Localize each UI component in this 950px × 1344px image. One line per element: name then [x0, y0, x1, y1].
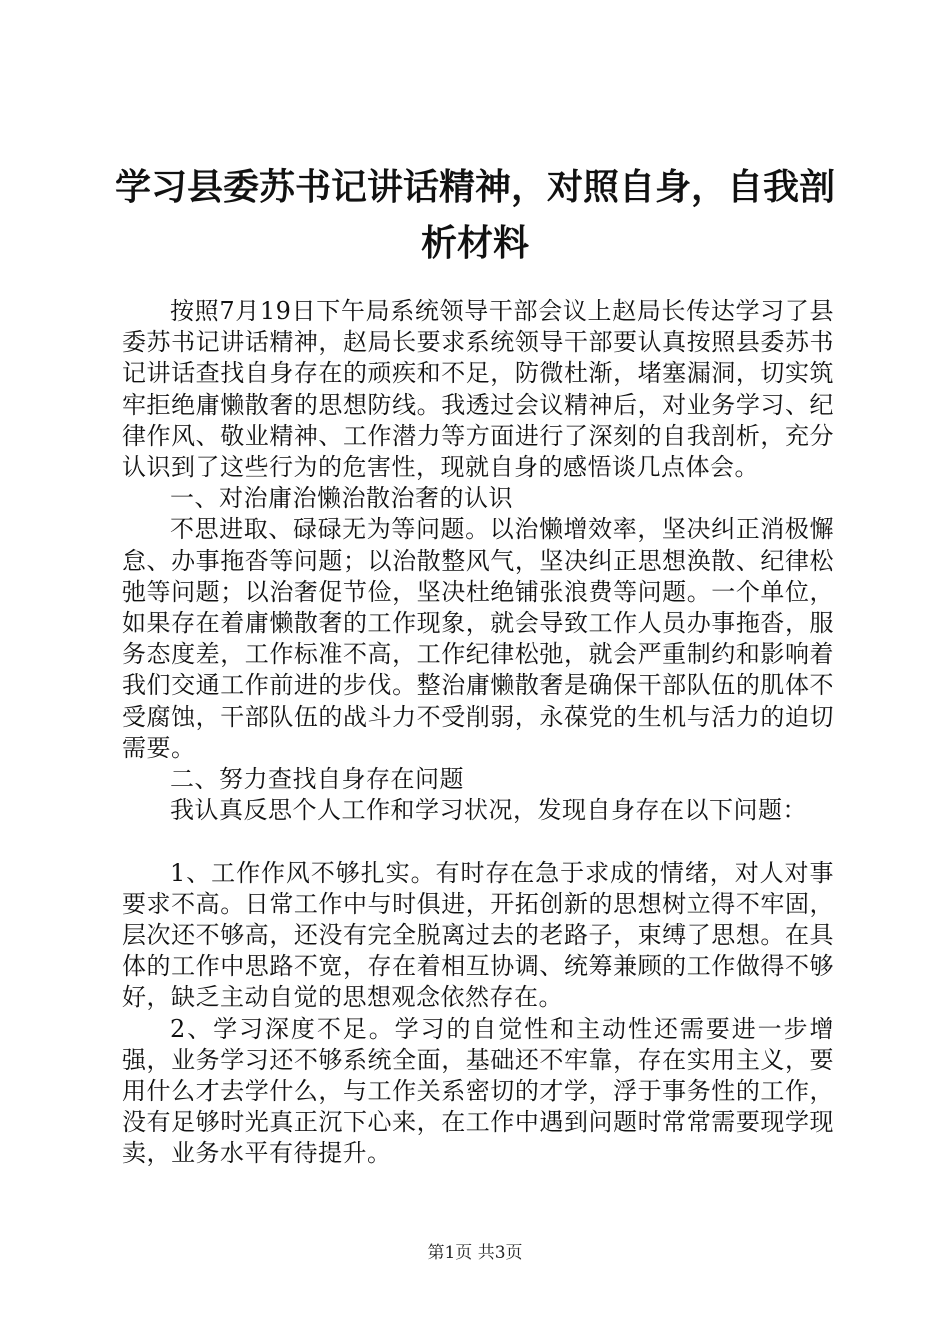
section-1-paragraph: 不思进取、碌碌无为等问题。以治懒增效率，坚决纠正消极懈怠、办事拖沓等问题；以治散整风气，坚决纠正思想涣散、纪律松弛等问题；以治奢促节俭，坚决杜绝铺张浪费等问题。一个单位，如果存在着庸懒散奢的工作现象，就会导致工作人员办事拖沓，服务态度差，工作标准不高，工作纪律松弛，就会严重制约和影响着我们交通工作前进的步伐。整治庸懒散奢是确保干部队伍的肌体不受腐蚀，干部队伍的战斗力不受削弱，永葆党的生机与活力的迫切需要。: [122, 515, 834, 762]
document-title: 学习县委苏书记讲话精神，对照自身，自我剖析材料: [114, 167, 835, 264]
section-heading-2: 二、努力查找自身存在问题: [170, 765, 464, 794]
page-number-footer: 第1页 共3页: [427, 1243, 523, 1263]
blank-line: [122, 826, 834, 857]
problem-item-2: 2、学习深度不足。学习的自觉性和主动性还需要进一步增强，业务学习还不够系统全面，基础还不牢靠，存在实用主义，要用什么才去学什么，与工作关系密切的才学，浮于事务性的工作，没有足够时光真正沉下心来，在工作中遇到问题时常常需要现学现卖，业务水平有待提升。: [122, 1014, 834, 1168]
document-body: [122, 296, 834, 1170]
section-heading-1: 一、对治庸治懒治散治奢的认识: [170, 484, 513, 513]
problem-item-1: 1、工作作风不够扎实。有时存在急于求成的情绪，对人对事要求不高。日常工作中与时俱进，开拓创新的思想树立得不牢固，层次还不够高，还没有完全脱离过去的老路子，束缚了思想。在具体的工作中思路不宽，存在着相互协调、统筹兼顾的工作做得不够好，缺乏主动自觉的思想观念依然存在。: [122, 858, 834, 1012]
section-2-intro-paragraph: 我认真反思个人工作和学习状况，发现自身存在以下问题：: [170, 796, 807, 825]
intro-paragraph: 按照7月19日下午局系统领导干部会议上赵局长传达学习了县委苏书记讲话精神，赵局长要求系统领导干部要认真按照县委苏书记讲话查找自身存在的顽疾和不足，防微杜渐，堵塞漏洞，切实筑牢拒绝庸懒散奢的思想防线。我透过会议精神后，对业务学习、纪律作风、敬业精神、工作潜力等方面进行了深刻的自我剖析，充分认识到了这些行为的危害性，现就自身的感悟谈几点体会。: [122, 297, 834, 482]
